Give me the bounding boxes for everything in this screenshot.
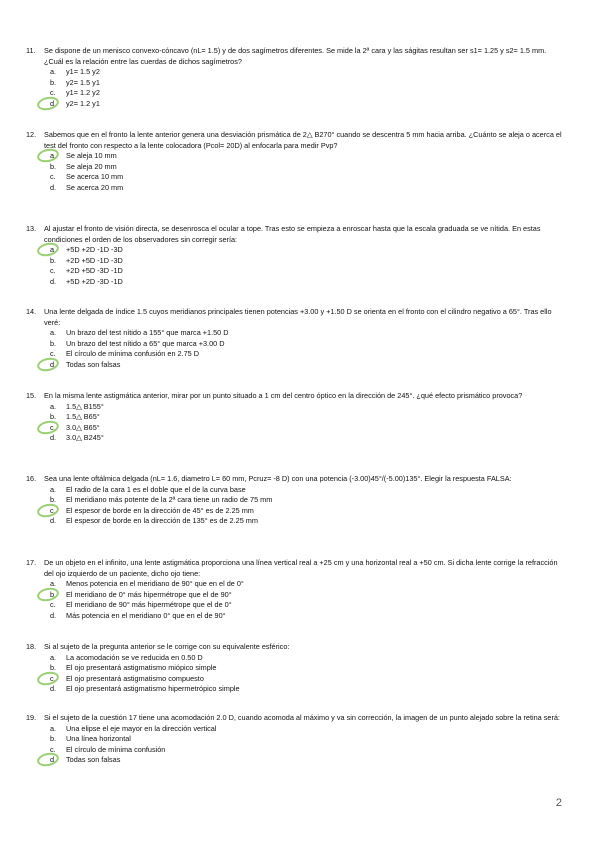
option-letter: d.: [50, 610, 57, 620]
option-text: +5D +2D -1D -3D: [66, 245, 123, 255]
option-letter: c.: [50, 349, 56, 359]
option-letter: a.: [50, 484, 57, 494]
question-15: [26, 391, 566, 444]
options-list: [50, 245, 566, 287]
options-list: [50, 579, 566, 621]
option-letter: b.: [50, 338, 57, 348]
question-13: [26, 224, 566, 288]
question-text: Si al sujeto de la pregunta anterior se le corrige con su equivalente esférico:: [44, 642, 290, 651]
question-16: [26, 474, 566, 527]
option-letter: b.: [50, 255, 57, 265]
question-number: 18.: [26, 642, 37, 651]
option-letter: d.: [50, 98, 57, 108]
option-a[interactable]: [50, 579, 566, 590]
option-a[interactable]: [50, 724, 566, 735]
option-text: Se acerca 20 mm: [66, 182, 124, 192]
option-letter: d.: [50, 516, 57, 526]
option-b[interactable]: [50, 734, 566, 745]
question-number: 11.: [26, 46, 36, 55]
option-text: +2D +5D -1D -3D: [66, 255, 123, 265]
options-list: [50, 328, 566, 370]
question-text: De un objeto en el infinito, una lente astigmática proporciona una línea vertical real a +25 cm y una horizontal real a +50 cm. Si dicha lente corrige la refracción del ojo izquierdo de un paciente, dicho ojo tiene:: [44, 558, 558, 578]
option-letter: a.: [50, 723, 57, 733]
options-list: [50, 151, 566, 193]
question-text: Se dispone de un menisco convexo-cóncavo (nL= 1.5) y de dos sagímetros diferentes. Se mide la 2ª cara y las ságitas resultan ser s1= 1.25 y s2= 1.5 mm. ¿Cuál es la relación entre las cuerdas de dichos sagímetros?: [44, 46, 547, 66]
option-c[interactable]: [50, 674, 566, 685]
option-a[interactable]: [50, 485, 566, 496]
option-letter: d.: [50, 755, 57, 765]
option-b[interactable]: [50, 162, 566, 173]
option-letter: d.: [50, 276, 57, 286]
option-d[interactable]: [50, 611, 566, 622]
option-letter: b.: [50, 77, 57, 87]
option-a[interactable]: [50, 328, 566, 339]
option-c[interactable]: [50, 423, 566, 434]
option-letter: a.: [50, 401, 57, 411]
option-text: El meridiano de 0° más hipermétrope que el de 90°: [66, 589, 232, 599]
option-text: 1.5△ B155°: [66, 401, 104, 411]
options-list: [50, 724, 566, 766]
option-c[interactable]: [50, 172, 566, 183]
option-text: El meridiano más potente de la 2ª cara tiene un radio de 75 mm: [66, 495, 273, 505]
option-text: +5D +2D -3D -1D: [66, 276, 123, 286]
question-number: 19.: [26, 713, 37, 722]
question-17: [26, 558, 566, 622]
option-d[interactable]: [50, 433, 566, 444]
option-a[interactable]: [50, 67, 566, 78]
option-letter: c.: [50, 422, 56, 432]
option-a[interactable]: [50, 245, 566, 256]
option-a[interactable]: [50, 653, 566, 664]
option-a[interactable]: [50, 402, 566, 413]
question-14: [26, 307, 566, 371]
option-letter: d.: [50, 433, 57, 443]
option-text: +2D +5D -3D -1D: [66, 266, 123, 276]
option-b[interactable]: [50, 339, 566, 350]
option-text: Todas son falsas: [66, 359, 121, 369]
option-letter: d.: [50, 684, 57, 694]
question-text: Sea una lente oftálmica delgada (nL= 1.6, diametro L= 60 mm, Pcruz= -8 D) con una potencia (-3.00)45°/(-5.00)135°. Elegir la respuesta FALSA:: [44, 474, 512, 483]
option-b[interactable]: [50, 256, 566, 267]
question-11: [26, 46, 566, 110]
option-d[interactable]: [50, 277, 566, 288]
option-text: Se acerca 10 mm: [66, 172, 124, 182]
option-text: 3.0△ B65°: [66, 422, 100, 432]
option-letter: b.: [50, 161, 57, 171]
option-c[interactable]: [50, 88, 566, 99]
option-d[interactable]: [50, 99, 566, 110]
question-text: En la misma lente astigmática anterior, mirar por un punto situado a 1 cm del centro óptico en la dirección de 245°. ¿qué efecto prismático provoca?: [44, 391, 523, 400]
question-text: Sabemos que en el fronto la lente anterior genera una desviación prismática de 2△ B270° cuando se descentra 5 mm hacia arriba. ¿Cuánto se aleja o acerca el test del fronto con respecto a la lente colocadora (Pcol= 20D) al enfocarla para medir Pvp?: [44, 130, 562, 150]
option-b[interactable]: [50, 495, 566, 506]
option-letter: d.: [50, 359, 57, 369]
question-number: 16.: [26, 474, 37, 483]
option-text: Se aleja 20 mm: [66, 161, 117, 171]
option-letter: a.: [50, 151, 57, 161]
option-text: Una línea horizontal: [66, 734, 131, 744]
option-c[interactable]: [50, 745, 566, 756]
option-letter: a.: [50, 328, 57, 338]
option-text: Una elipse el eje mayor en la dirección vertical: [66, 723, 217, 733]
option-d[interactable]: [50, 360, 566, 371]
option-text: El espesor de borde en la dirección de 45° es de 2.25 mm: [66, 505, 254, 515]
options-list: [50, 653, 566, 695]
option-letter: b.: [50, 663, 57, 673]
option-c[interactable]: [50, 266, 566, 277]
option-letter: c.: [50, 266, 56, 276]
option-text: y1= 1.2 y2: [66, 88, 100, 98]
question-text: Una lente delgada de índice 1.5 cuyos meridianos principales tienen potencias +3.00 y +1.50 D se orienta en el fronto con el cilindro negativo a 65°. Tras ello veré:: [44, 307, 552, 327]
option-text: 3.0△ B245°: [66, 433, 104, 443]
option-text: Más potencia en el meridiano 0° que en el de 90°: [66, 610, 226, 620]
option-text: El círculo de mínima confusión en 2.75 D: [66, 349, 200, 359]
option-b[interactable]: [50, 412, 566, 423]
page-number: 2: [555, 797, 562, 809]
option-text: Menos potencia en el meridiano de 90° que en el de 0°: [66, 579, 244, 589]
option-letter: c.: [50, 600, 56, 610]
question-text: Al ajustar el fronto de visión directa, se desenrosca el ocular a tope. Tras esto se empieza a enroscar hasta que la escala graduada se ve nítida. En estas condiciones el orden de los observadores sin corregir sería:: [44, 224, 541, 244]
option-letter: b.: [50, 589, 57, 599]
option-letter: a.: [50, 579, 57, 589]
options-list: [50, 67, 566, 109]
question-12: [26, 130, 566, 194]
option-text: y2= 1.2 y1: [66, 98, 100, 108]
option-text: El ojo presentará astigmatismo miópico simple: [66, 663, 217, 673]
option-letter: c.: [50, 88, 56, 98]
option-letter: a.: [50, 245, 57, 255]
option-text: El espesor de borde en la dirección de 135° es de 2.25 mm: [66, 516, 258, 526]
option-text: El ojo presentará astigmatismo hipermetrópico simple: [66, 684, 240, 694]
option-text: El círculo de mínima confusión: [66, 744, 166, 754]
option-c[interactable]: [50, 600, 566, 611]
question-number: 14.: [26, 307, 37, 316]
option-text: 1.5△ B65°: [66, 412, 100, 422]
option-a[interactable]: [50, 151, 566, 162]
option-text: Un brazo del test nítido a 155° que marca +1.50 D: [66, 328, 229, 338]
option-b[interactable]: [50, 590, 566, 601]
option-d[interactable]: [50, 755, 566, 766]
option-d[interactable]: [50, 183, 566, 194]
option-text: El ojo presentará astigmatismo compuesto: [66, 673, 204, 683]
options-list: [50, 485, 566, 527]
option-text: La acomodación se ve reducida en 0.50 D: [66, 652, 203, 662]
option-letter: a.: [50, 652, 57, 662]
option-letter: c.: [50, 172, 56, 182]
question-number: 15.: [26, 391, 37, 400]
options-list: [50, 402, 566, 444]
option-letter: c.: [50, 673, 56, 683]
question-18: [26, 642, 566, 695]
question-19: [26, 713, 566, 766]
option-text: y2= 1.5 y1: [66, 77, 100, 87]
option-text: Se aleja 10 mm: [66, 151, 117, 161]
option-letter: d.: [50, 182, 57, 192]
option-b[interactable]: [50, 78, 566, 89]
option-text: El meridiano de 90° más hipermétrope que el de 0°: [66, 600, 232, 610]
question-number: 12.: [26, 130, 37, 139]
option-letter: c.: [50, 744, 56, 754]
option-letter: b.: [50, 734, 57, 744]
option-b[interactable]: [50, 663, 566, 674]
option-text: El radio de la cara 1 es el doble que el de la curva base: [66, 484, 246, 494]
option-letter: b.: [50, 412, 57, 422]
option-d[interactable]: [50, 516, 566, 527]
option-c[interactable]: [50, 506, 566, 517]
question-number: 13.: [26, 224, 37, 233]
question-text: Si el sujeto de la cuestión 17 tiene una acomodación 2.0 D, cuando acomoda al máximo y va sin corrección, la imagen de un punto alejado sobre la retina será:: [44, 713, 560, 722]
option-text: Un brazo del test nítido a 65° que marca +3.00 D: [66, 338, 225, 348]
option-text: Todas son falsas: [66, 755, 121, 765]
option-text: y1= 1.5 y2: [66, 67, 100, 77]
option-c[interactable]: [50, 349, 566, 360]
option-d[interactable]: [50, 684, 566, 695]
option-letter: c.: [50, 505, 56, 515]
option-letter: b.: [50, 495, 57, 505]
option-letter: a.: [50, 67, 57, 77]
question-number: 17.: [26, 558, 37, 567]
